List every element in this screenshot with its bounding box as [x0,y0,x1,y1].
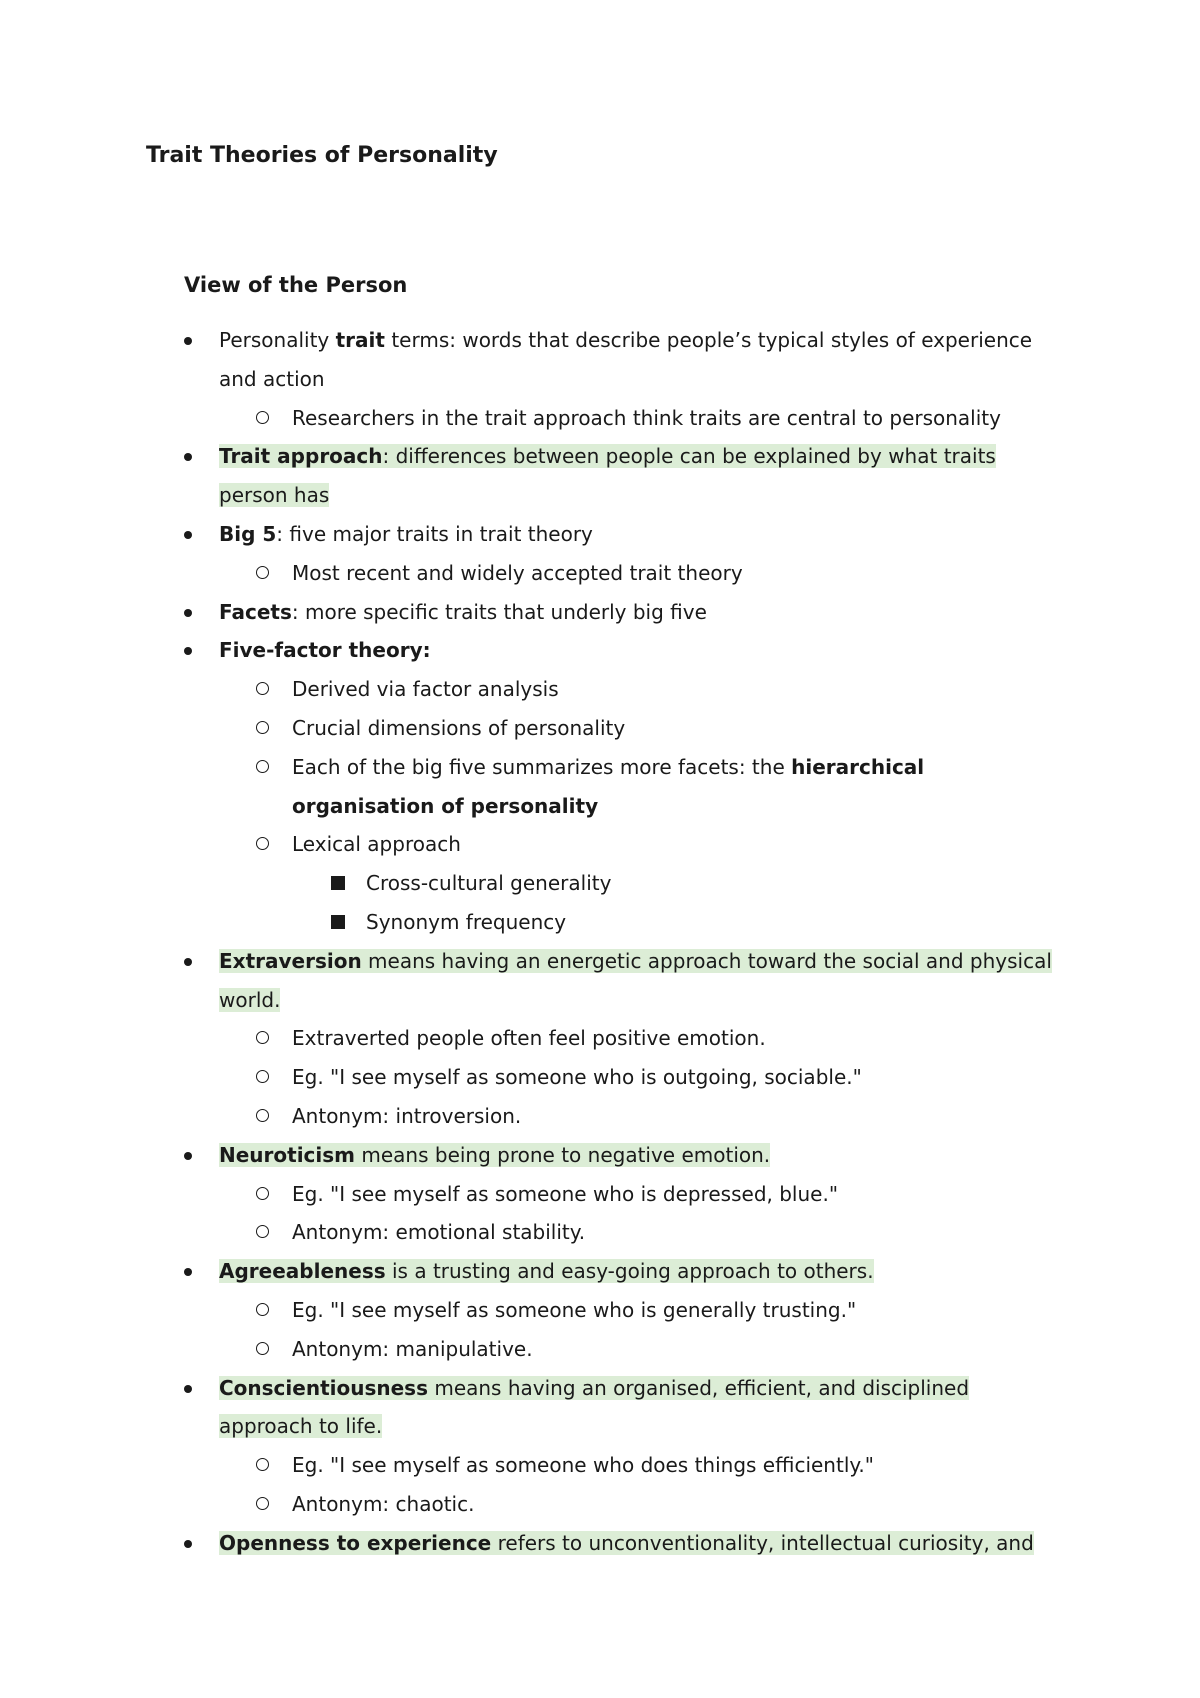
list-item [0,1524,1200,1563]
list-item [0,1369,1200,1447]
list-item [0,1485,1200,1524]
highlighted-text [219,1531,1034,1555]
item-term: Trait approach [219,444,383,469]
bullet-circle-icon [256,1225,269,1238]
list-item [0,1446,1200,1485]
bullet-circle-icon [256,1303,269,1316]
item-term: Extraversion [219,948,362,973]
item-text: Lexical approach [292,832,461,857]
list-item [0,864,1200,903]
item-term: trait [335,328,385,352]
item-text: Eg. "I see myself as someone who does things efficiently." [292,1453,874,1478]
list-item [0,1291,1200,1330]
item-term: hierarchical organisation of personality [292,754,925,818]
list-item [0,1213,1200,1252]
item-text: Antonym: manipulative. [292,1336,533,1361]
item-text: Derived via factor analysis [292,677,559,702]
highlighted-text [219,444,996,507]
item-term: Big 5 [219,521,277,546]
item-text: Personality [219,328,336,352]
list-item [0,593,1200,632]
item-text: Each of the big five summarizes more facets: the [292,754,792,779]
item-term: Agreeableness [219,1259,386,1284]
list-item [0,825,1200,864]
bullet-disc-icon [184,337,192,345]
item-term: Openness to experience [219,1530,492,1555]
bullet-circle-icon [256,1342,269,1355]
bullet-disc-icon [184,1540,192,1548]
list-item [0,1019,1200,1058]
section-heading: View of the Person [184,273,408,297]
item-term: Neuroticism [219,1142,356,1167]
bullet-circle-icon [256,760,269,773]
item-text: Extraverted people often feel positive emotion. [292,1026,766,1051]
bullet-circle-icon [256,1187,269,1200]
item-term: Five-factor theory [219,638,423,663]
item-text: Most recent and widely accepted trait theory [292,560,743,585]
bullet-circle-icon [256,566,269,579]
item-text: means having an energetic approach toward the social and physical world. [219,948,1052,1012]
bullet-disc-icon [184,531,192,539]
item-text: Eg. "I see myself as someone who is generally trusting." [292,1297,857,1322]
bullet-circle-icon [256,1109,269,1122]
list-item [0,554,1200,593]
list-item [0,1330,1200,1369]
bullet-square-icon [331,876,345,890]
item-text: Cross-cultural generality [366,871,612,896]
bullet-disc-icon [184,958,192,966]
list-item [0,1097,1200,1136]
list-item [0,437,1200,515]
highlighted-text [219,1143,770,1167]
list-item [0,515,1200,554]
bullet-disc-icon [184,609,192,617]
item-text: : [422,638,431,663]
item-term: Facets [219,599,292,624]
list-item [0,670,1200,709]
item-text: terms: words that describe people’s typical styles of experience and action [219,328,1033,391]
highlighted-text [219,1259,874,1283]
item-text: Eg. "I see myself as someone who is depressed, blue." [292,1181,839,1206]
item-text: : five major traits in trait theory [276,521,593,546]
item-text: means being prone to negative emotion. [355,1142,771,1167]
list-item [0,1252,1200,1291]
notes-outline [0,321,1200,1563]
document-title: Trait Theories of Personality [146,143,498,168]
highlighted-text [219,949,1052,1012]
item-text: Antonym: emotional stability. [292,1220,586,1245]
bullet-disc-icon [184,1268,192,1276]
list-item [0,399,1200,438]
item-text: Crucial dimensions of personality [292,715,626,740]
bullet-circle-icon [256,1070,269,1083]
item-text: Antonym: chaotic. [292,1491,475,1516]
bullet-circle-icon [256,837,269,850]
item-text: means having an organised, efficient, and disciplined approach to life. [219,1375,970,1439]
bullet-disc-icon [184,453,192,461]
item-text: refers to unconventionality, intellectual curiosity, and [491,1530,1034,1555]
item-text: Antonym: introversion. [292,1103,522,1128]
item-term: Conscientiousness [219,1375,428,1400]
item-text: : differences between people can be explained by what traits person has [219,444,996,508]
item-text: : more specific traits that underly big five [291,599,707,624]
bullet-circle-icon [256,721,269,734]
item-text: is a trusting and easy-going approach to others. [385,1259,874,1284]
bullet-disc-icon [184,1152,192,1160]
list-item [0,1136,1200,1175]
bullet-circle-icon [256,1031,269,1044]
item-text: Researchers in the trait approach think traits are central to personality [292,405,1001,430]
list-item [0,631,1200,670]
bullet-circle-icon [256,411,269,424]
list-item [0,1058,1200,1097]
bullet-disc-icon [184,647,192,655]
bullet-circle-icon [256,1497,269,1510]
list-item [0,748,1200,826]
bullet-square-icon [331,915,345,929]
bullet-circle-icon [256,682,269,695]
list-item [0,321,1200,399]
list-item [0,942,1200,1020]
highlighted-text [219,1376,969,1439]
list-item [0,1175,1200,1214]
list-item [0,903,1200,942]
bullet-circle-icon [256,1458,269,1471]
item-text: Eg. "I see myself as someone who is outgoing, sociable." [292,1065,862,1090]
list-item [0,709,1200,748]
bullet-disc-icon [184,1385,192,1393]
item-text: Synonym frequency [366,909,567,934]
